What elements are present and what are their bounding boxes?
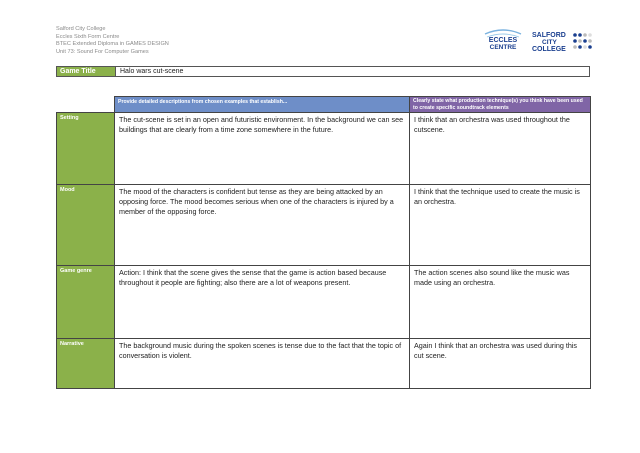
table-row [57,113,591,185]
eccles-logo-line1: ECCLES [488,37,518,44]
table-row [57,339,591,389]
table-row [57,266,591,339]
salford-logo-line1: SALFORD [532,32,566,39]
header-production-techniques: Clearly state what production technique(s) you think have been used to create specific soundtrack elements [410,97,591,113]
row-label-narrative: Narrative [57,339,115,389]
narrative-description[interactable]: The background music during the spoken scenes is tense due to the fact that the topic of conversation is violent. [115,339,410,389]
game-title-value[interactable]: Halo wars cut-scene [115,67,589,76]
header-descriptions: Provide detailed descriptions from chosen examples that establish... [115,97,410,113]
setting-description[interactable]: The cut-scene is set in an open and futuristic environment. In the background we can see buildings that are clearly from a time zone somewhere in the future. [115,113,410,185]
row-label-mood: Mood [57,185,115,266]
mood-technique[interactable]: I think that the technique used to create the music is an orchestra. [410,185,591,266]
row-label-game-genre: Game genre [57,266,115,339]
salford-city-college-logo [530,28,600,54]
narrative-technique[interactable]: Again I think that an orchestra was used during this cut scene. [410,339,591,389]
game-title-bar [56,66,590,77]
header-line-college: Salford City College [56,26,106,32]
mood-description[interactable]: The mood of the characters is confident but tense as they are being attacked by an opposing force. The mood becomes serious when one of the characters is injured by a member of the opposing force. [115,185,410,266]
row-label-setting: Setting [57,113,115,185]
eccles-logo-line2: CENTRE [489,44,517,51]
setting-technique[interactable]: I think that an orchestra was used throughout the cutscene. [410,113,591,185]
eccles-centre-logo [483,28,523,52]
table-header-row [57,97,591,113]
game-title-label: Game Title [57,67,115,76]
header-line-course: BTEC Extended Diploma in GAMES DESIGN [56,41,169,48]
salford-logo-line2: CITY [542,39,557,46]
analysis-table [56,96,591,389]
logo-dots [573,33,592,49]
salford-logo-line3: COLLEGE [532,46,566,53]
document-header [56,26,169,56]
header-blank-cell [57,97,115,113]
table-row [57,185,591,266]
header-line-unit: Unit 73: Sound For Computer Games [56,48,149,55]
header-line-centre: Eccles Sixth Form Centre [56,33,120,40]
game-genre-description[interactable]: Action: I think that the scene gives the sense that the game is action based because throughout it people are fighting; also there are a lot of weapons present. [115,266,410,339]
game-genre-technique[interactable]: The action scenes also sound like the music was made using an orchestra. [410,266,591,339]
